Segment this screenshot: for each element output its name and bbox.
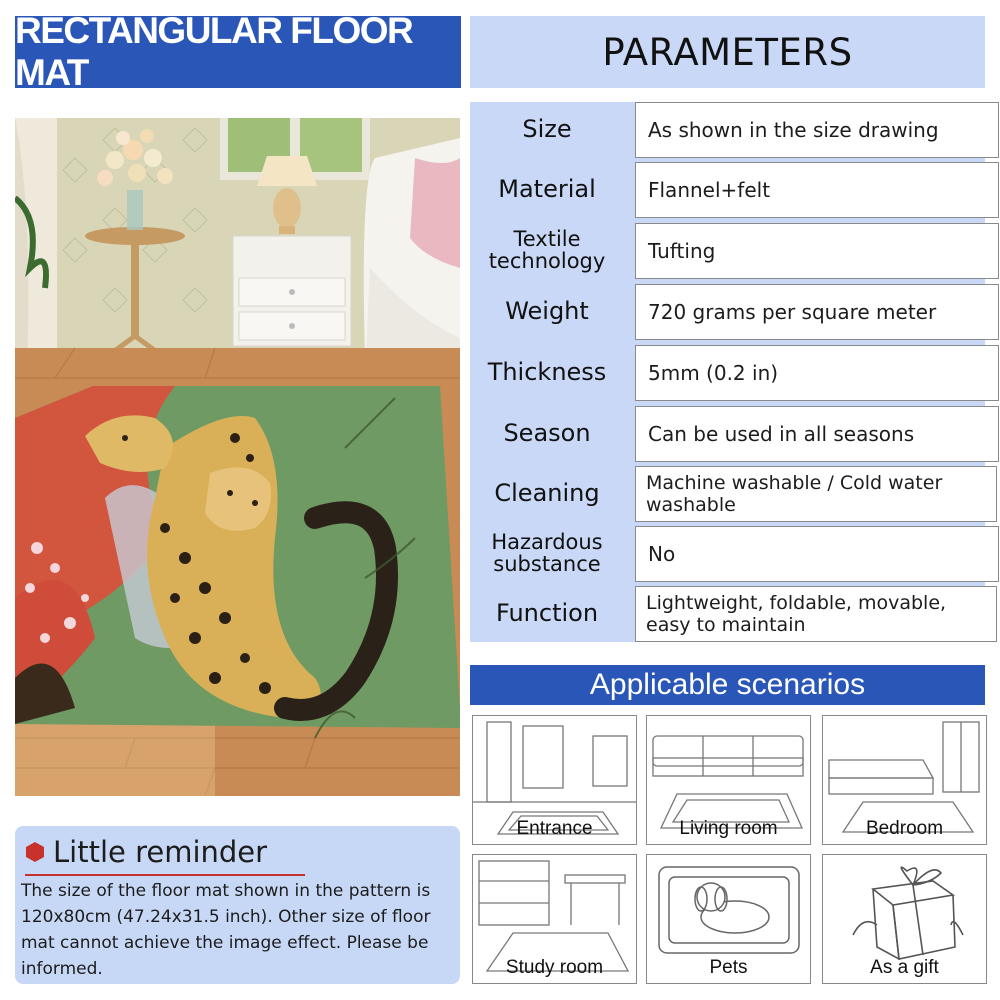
reminder-title: Little reminder bbox=[53, 835, 268, 869]
param-label: Hazardous substance bbox=[470, 526, 624, 580]
reminder-panel bbox=[15, 826, 460, 984]
param-row-cleaning bbox=[470, 466, 985, 520]
param-value: Machine washable / Cold water washable bbox=[635, 466, 997, 522]
parameters-title: PARAMETERS bbox=[602, 30, 853, 74]
scenario-label: Pets bbox=[709, 957, 748, 978]
param-value: 720 grams per square meter bbox=[635, 284, 999, 340]
parameters-table bbox=[470, 102, 985, 642]
param-row-thickness bbox=[470, 345, 985, 399]
param-value: 5mm (0.2 in) bbox=[635, 345, 999, 401]
param-label: Weight bbox=[470, 284, 624, 338]
scenario-label: Study room bbox=[505, 957, 604, 978]
param-label: Thickness bbox=[470, 345, 624, 399]
param-label: Season bbox=[470, 406, 624, 460]
scenario-card-gift bbox=[822, 854, 987, 984]
param-label: Textile technology bbox=[470, 223, 624, 277]
param-value: Flannel+felt bbox=[635, 162, 999, 218]
param-value: As shown in the size drawing bbox=[635, 102, 999, 158]
param-label: Size bbox=[470, 102, 624, 156]
param-value: Can be used in all seasons bbox=[635, 406, 999, 462]
scenario-card-study-room bbox=[472, 854, 637, 984]
scenario-card-bedroom bbox=[822, 715, 987, 845]
scenarios-header: Applicable scenarios bbox=[470, 665, 985, 705]
product-title: RECTANGULAR FLOOR MAT bbox=[15, 16, 461, 88]
scenario-label: Bedroom bbox=[865, 818, 944, 839]
param-value: No bbox=[635, 526, 999, 582]
param-row-weight bbox=[470, 284, 985, 338]
param-value: Tufting bbox=[635, 223, 999, 279]
reminder-header bbox=[25, 830, 305, 876]
param-value: Lightweight, foldable, movable, easy to maintain bbox=[635, 586, 997, 642]
reminder-text: The size of the floor mat shown in the pattern is 120x80cm (47.24x31.5 inch). Other size of floor mat cannot achieve the image effect. Please be informed. bbox=[21, 881, 431, 979]
param-row-textile-technology bbox=[470, 223, 985, 277]
scenario-card-living-room bbox=[646, 715, 811, 845]
scenario-label: As a gift bbox=[870, 957, 939, 978]
param-row-hazardous-substance bbox=[470, 526, 985, 580]
scenario-label: Entrance bbox=[516, 818, 593, 839]
scenario-label: Living room bbox=[679, 818, 778, 839]
param-row-size bbox=[470, 102, 985, 156]
param-label: Cleaning bbox=[470, 466, 624, 520]
parameters-header bbox=[470, 16, 985, 88]
param-label: Function bbox=[470, 586, 624, 640]
scenario-card-entrance bbox=[472, 715, 637, 845]
param-row-season bbox=[470, 406, 985, 460]
product-photo bbox=[15, 118, 460, 796]
hexagon-icon bbox=[25, 842, 45, 862]
param-row-material bbox=[470, 162, 985, 216]
scenario-card-pets bbox=[646, 854, 811, 984]
param-label: Material bbox=[470, 162, 624, 216]
param-row-function bbox=[470, 586, 985, 640]
